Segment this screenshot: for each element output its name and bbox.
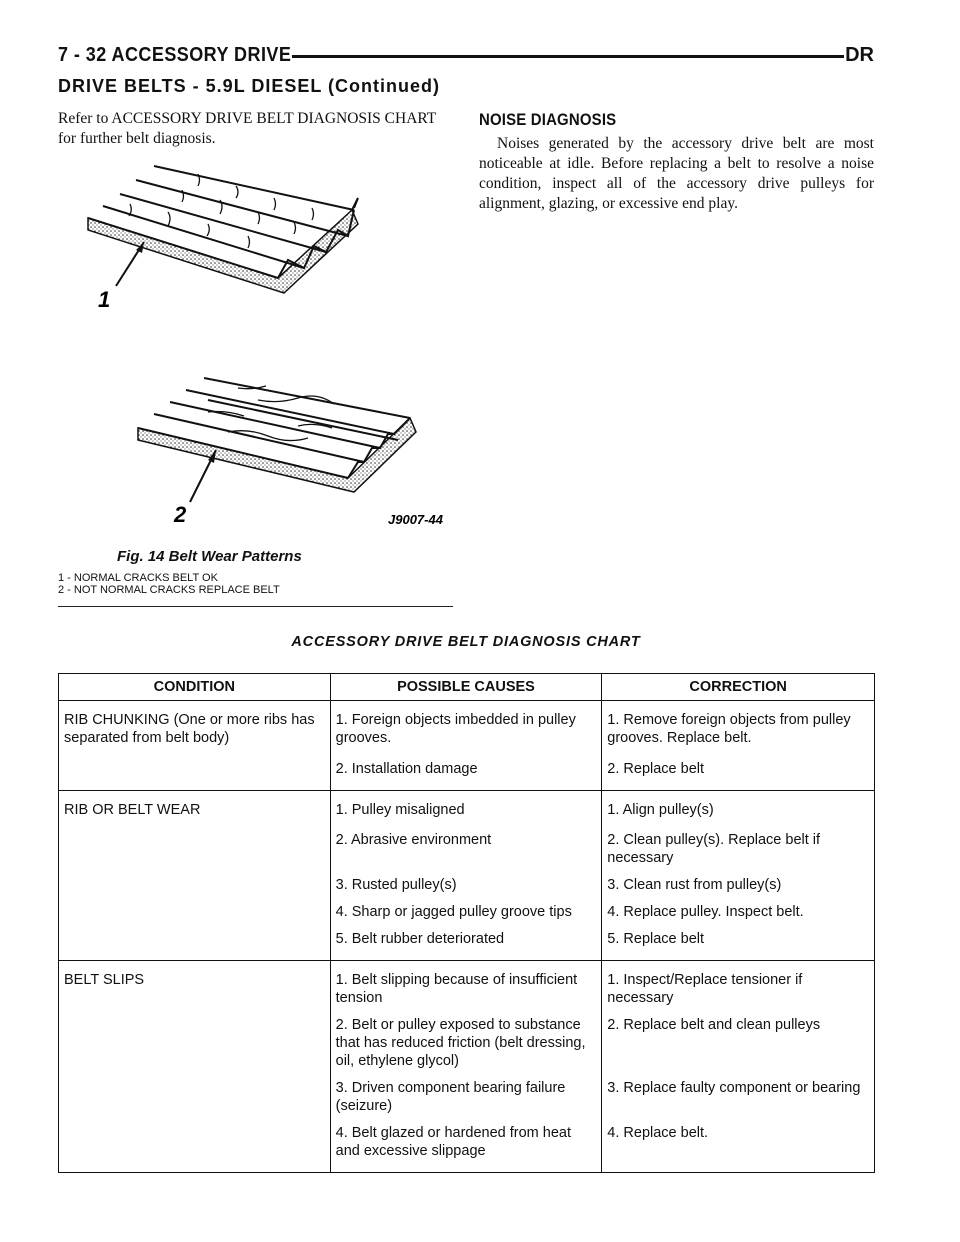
correction-cell: 2. Clean pulley(s). Replace belt if necessary <box>602 822 875 870</box>
cause-cell: 2. Abrasive environment <box>330 822 602 870</box>
table-row <box>59 701 875 751</box>
cause-cell: 4. Belt glazed or hardened from heat and excessive slippage <box>330 1118 602 1173</box>
cause-cell: 3. Rusted pulley(s) <box>330 870 602 897</box>
section-title: DRIVE BELTS - 5.9L DIESEL (Continued) <box>58 76 441 96</box>
cause-cell: 1. Foreign objects imbedded in pulley grooves. <box>330 701 602 751</box>
figure-divider <box>58 606 453 607</box>
legend-item-1: 1 - NORMAL CRACKS BELT OK <box>58 572 218 584</box>
condition-cell: BELT SLIPS <box>59 961 331 1173</box>
noise-diagnosis-heading: NOISE DIAGNOSIS <box>479 110 617 129</box>
belt-wear-figure <box>58 150 458 535</box>
intro-text: Refer to ACCESSORY DRIVE BELT DIAGNOSIS CHART for further belt diagnosis. <box>58 110 436 147</box>
correction-cell: 4. Replace pulley. Inspect belt. <box>602 897 875 924</box>
cause-cell: 4. Sharp or jagged pulley groove tips <box>330 897 602 924</box>
correction-cell: 3. Clean rust from pulley(s) <box>602 870 875 897</box>
table-header-row <box>59 674 875 701</box>
chart-title: ACCESSORY DRIVE BELT DIAGNOSIS CHART <box>291 634 641 650</box>
correction-cell: 2. Replace belt <box>602 750 875 791</box>
header-condition: CONDITION <box>59 674 331 701</box>
header-rule <box>292 55 844 58</box>
cause-cell: 5. Belt rubber deteriorated <box>330 924 602 961</box>
figure-caption: Fig. 14 Belt Wear Patterns <box>117 548 302 565</box>
legend-item-2: 2 - NOT NORMAL CRACKS REPLACE BELT <box>58 584 280 596</box>
table-row <box>59 791 875 823</box>
noise-diagnosis-body <box>479 134 874 214</box>
cause-cell: 1. Pulley misaligned <box>330 791 602 823</box>
correction-cell: 1. Align pulley(s) <box>602 791 875 823</box>
cause-cell: 2. Belt or pulley exposed to substance that has reduced friction (belt dressing, oil, ethylene glycol) <box>330 1010 602 1073</box>
correction-cell: 1. Inspect/Replace tensioner if necessary <box>602 961 875 1011</box>
model-code: DR <box>845 44 874 66</box>
correction-cell: 4. Replace belt. <box>602 1118 875 1173</box>
diagnosis-table <box>58 673 875 1173</box>
belt-abnormal-cracks-drawing <box>138 378 416 492</box>
condition-cell: RIB CHUNKING (One or more ribs has separated from belt body) <box>59 701 331 791</box>
callout-1: 1 <box>98 287 111 312</box>
cause-cell: 3. Driven component bearing failure (seizure) <box>330 1073 602 1118</box>
header-possible-causes: POSSIBLE CAUSES <box>330 674 602 701</box>
page-label: 7 - 32 ACCESSORY DRIVE <box>58 44 292 66</box>
cause-cell: 1. Belt slipping because of insufficient tension <box>330 961 602 1011</box>
noise-diagnosis-paragraph: Noises generated by the accessory drive belt are most noticeable at idle. Before replacing a belt to resolve a noise condition, inspect all of the accessory drive pulleys for alignment, glazing, or excessive end play. <box>479 135 874 212</box>
correction-cell: 3. Replace faulty component or bearing <box>602 1073 875 1118</box>
cause-cell: 2. Installation damage <box>330 750 602 791</box>
table-row <box>59 961 875 1011</box>
callout-2: 2 <box>174 502 187 527</box>
correction-cell: 1. Remove foreign objects from pulley grooves. Replace belt. <box>602 701 875 751</box>
figure-legend <box>58 572 280 596</box>
correction-cell: 2. Replace belt and clean pulleys <box>602 1010 875 1073</box>
header-correction: CORRECTION <box>602 674 875 701</box>
figure-code: J9007-44 <box>388 512 443 527</box>
correction-cell: 5. Replace belt <box>602 924 875 961</box>
belt-normal-cracks-drawing <box>88 166 358 293</box>
condition-cell: RIB OR BELT WEAR <box>59 791 331 961</box>
